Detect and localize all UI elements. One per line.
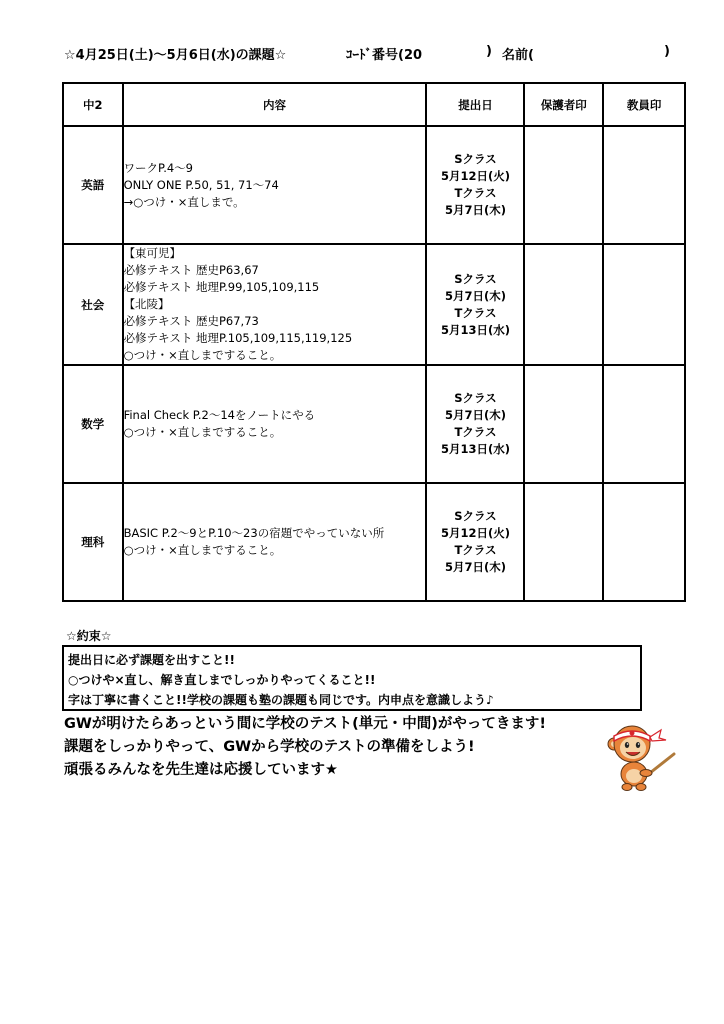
table-row-english xyxy=(63,126,685,244)
content-line: 必修テキスト 歴史P67,73 xyxy=(123,314,259,328)
teacher-seal-cell[interactable] xyxy=(603,365,685,483)
monkey-mascot-icon xyxy=(606,718,676,792)
table-row-math xyxy=(63,365,685,483)
subject-cell: 数学 xyxy=(63,365,123,483)
content-line: 【北陵】 xyxy=(123,297,170,311)
content-line: 必修テキスト 歴史P63,67 xyxy=(123,263,259,277)
parent-seal-cell[interactable] xyxy=(524,365,603,483)
code-number-close: ) xyxy=(486,44,492,59)
subject-cell: 理科 xyxy=(63,483,123,601)
table-header-row xyxy=(63,83,685,126)
name-close: ) xyxy=(664,44,670,59)
content-cell xyxy=(123,126,427,244)
promise-item: 提出日に必ず課題を出すこと!! xyxy=(68,653,235,667)
subject-cell: 社会 xyxy=(63,244,123,365)
parent-seal-cell[interactable] xyxy=(524,483,603,601)
content-line: 必修テキスト 地理P.105,109,115,119,125 xyxy=(123,331,353,345)
due-date-cell xyxy=(426,244,524,365)
promise-item: ○つけや×直し、解き直しまでしっかりやってくること!! xyxy=(68,673,376,687)
due-line: 5月7日(木) xyxy=(444,560,506,574)
promise-box xyxy=(62,645,642,711)
due-line: Sクラス xyxy=(454,152,497,166)
code-number-label: ｺｰﾄﾞ番号(20 xyxy=(346,48,423,63)
teacher-seal-header: 教員印 xyxy=(603,83,685,126)
closing-line: 頑張るみんなを先生達は応援しています★ xyxy=(64,762,338,778)
assignment-title: ☆4月25日(土)～5月6日(水)の課題☆ xyxy=(64,48,287,63)
due-line: 5月12日(火) xyxy=(440,526,510,540)
due-date-header: 提出日 xyxy=(426,83,524,126)
parent-seal-cell[interactable] xyxy=(524,126,603,244)
content-header: 内容 xyxy=(123,83,427,126)
teacher-seal-cell[interactable] xyxy=(603,244,685,365)
content-cell xyxy=(123,244,427,365)
due-line: Sクラス xyxy=(454,271,497,286)
content-line: ONLY ONE P.50, 51, 71～74 xyxy=(123,177,279,192)
parent-seal-cell[interactable] xyxy=(524,244,603,365)
due-line: 5月7日(木) xyxy=(444,203,506,217)
due-date-cell xyxy=(426,126,524,244)
closing-line: GWが明けたらあっという間に学校のテスト(単元・中間)がやってきます! xyxy=(64,716,547,732)
due-date-cell xyxy=(426,483,524,601)
content-line: ○つけ・×直しまですること。 xyxy=(123,543,282,557)
content-line: ○つけ・×直しまですること。 xyxy=(123,348,282,362)
table-row-science xyxy=(63,483,685,601)
grade-header: 中2 xyxy=(63,83,123,126)
content-line: ○つけ・×直しまですること。 xyxy=(123,425,282,439)
due-line: 5月7日(木) xyxy=(444,288,506,303)
content-line: BASIC P.2～9とP.10～23の宿題でやっていない所 xyxy=(123,526,385,540)
closing-message xyxy=(64,713,546,782)
teacher-seal-cell[interactable] xyxy=(603,483,685,601)
due-line: Tクラス xyxy=(454,425,497,439)
promise-heading: ☆約束☆ xyxy=(66,629,112,643)
teacher-seal-cell[interactable] xyxy=(603,126,685,244)
content-cell xyxy=(123,365,427,483)
due-line: 5月12日(火) xyxy=(440,169,510,183)
promise-item: 字は丁寧に書くこと!!学校の課題も塾の課題も同じです。内申点を意識しよう♪ xyxy=(68,693,494,707)
content-line: ワークP.4～9 xyxy=(123,160,193,175)
assignment-table xyxy=(62,82,686,602)
due-line: Sクラス xyxy=(454,391,497,405)
due-line: Tクラス xyxy=(454,186,497,200)
due-date-cell xyxy=(426,365,524,483)
subject-cell: 英語 xyxy=(63,126,123,244)
due-line: 5月13日(水) xyxy=(440,442,510,456)
due-line: 5月7日(木) xyxy=(444,408,506,422)
due-line: Sクラス xyxy=(454,509,497,523)
name-label: 名前( xyxy=(502,48,534,63)
content-line: →○つけ・×直しまで。 xyxy=(123,194,245,209)
content-line: 【東可児】 xyxy=(123,246,182,260)
closing-line: 課題をしっかりやって、GWから学校のテストの準備をしよう! xyxy=(64,739,475,755)
content-line: 必修テキスト 地理P.99,105,109,115 xyxy=(123,280,320,294)
due-line: 5月13日(水) xyxy=(440,322,510,337)
table-row-social-studies xyxy=(63,244,685,365)
due-line: Tクラス xyxy=(454,543,497,557)
content-line: Final Check P.2～14をノートにやる xyxy=(123,408,316,422)
content-cell xyxy=(123,483,427,601)
parent-seal-header: 保護者印 xyxy=(524,83,603,126)
due-line: Tクラス xyxy=(454,305,497,320)
